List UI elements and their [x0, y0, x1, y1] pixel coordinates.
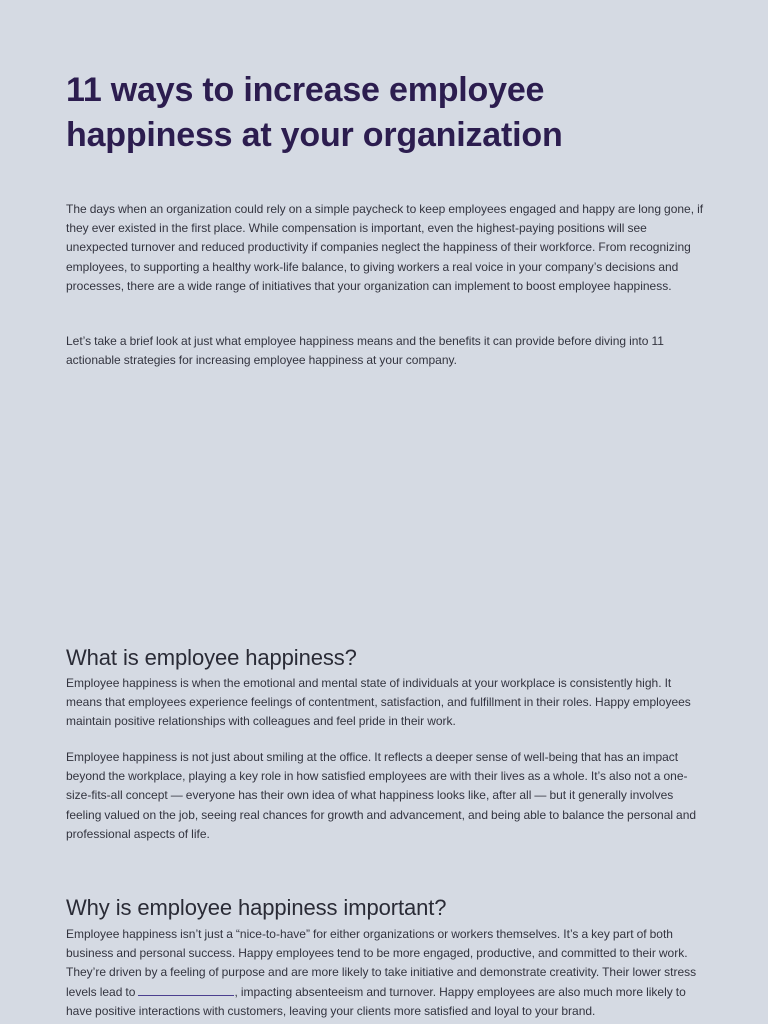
section-2-text-before-link: Employee happiness isn’t just a “nice-to-have” for either organizations or workers themselves. It’s a key part of both business and personal success. Happy employees tend to be more engaged, productive, and committed to their work. They’re driven by a feeling of purpose and are more likely to take initiative and demonstrate creativity. Their lower stress levels lead to [66, 927, 697, 999]
section-1-paragraph-2: Employee happiness is not just about smiling at the office. It reflects a deeper sense of well-being that has an impact beyond the workplace, playing a key role in how satisfied employees are with their lives as a whole. It’s also not a one-size-fits-all concept — everyone has their own idea of what happiness looks like, after all — but it generally involves feeling valued on the job, seeing real chances for growth and advancement, and being able to balance the personal and professional aspects of life. [66, 750, 697, 841]
inline-link[interactable] [138, 983, 234, 996]
section-heading-what-is-happiness: What is employee happiness? [66, 645, 357, 670]
section-heading-why-important: Why is employee happiness important? [66, 895, 447, 920]
article-title: 11 ways to increase employee happiness at your organization [66, 71, 563, 154]
section-2-paragraph-1 [66, 925, 706, 1021]
section-2-text-after-link: , impacting absenteeism and turnover. Happy employees are also much more likely to have positive interactions with customers, leaving your clients more satisfied and loyal to your brand. [66, 984, 686, 1018]
intro-paragraph-2: Let’s take a brief look at just what employee happiness means and the benefits it can provide before diving into 11 actionable strategies for increasing employee happiness at your company. [66, 334, 664, 368]
section-1-paragraph-1: Employee happiness is when the emotional and mental state of individuals at your workplace is consistently high. It means that employees experience feelings of contentment, satisfaction, and fulfillment in their roles. Happy employees maintain positive relationships with colleagues and feel pride in their work. [66, 676, 691, 729]
intro-paragraph-1: The days when an organization could rely on a simple paycheck to keep employees engaged and happy are long gone, if they ever existed in the first place. While compensation is important, even the highest-paying positions will see unexpected turnover and reduced productivity if companies neglect the happiness of their workforce. From recognizing employees, to supporting a healthy work-life balance, to giving workers a real voice in your company’s decisions and processes, there are a wide range of initiatives that your organization can implement to boost employee happiness. [66, 202, 704, 293]
